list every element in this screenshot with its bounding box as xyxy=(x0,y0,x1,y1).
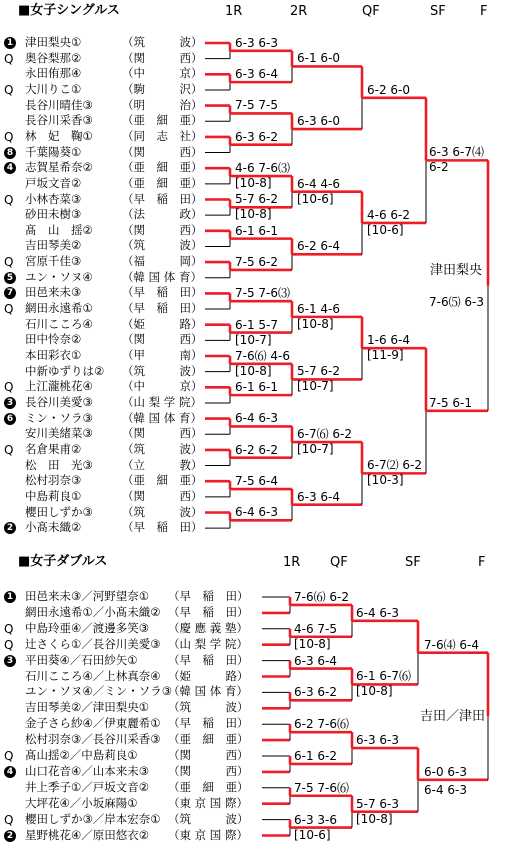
singles-player-name: 松 田 光③ xyxy=(25,457,93,472)
singles-seed-badge: 7 xyxy=(4,287,16,299)
singles-player-name: 上江瀧桃花④ xyxy=(25,379,93,394)
singles-player-affiliation: （中 京） xyxy=(122,379,203,394)
singles-player-affiliation: （関 西） xyxy=(122,488,203,503)
singles-player-affiliation: （早 稲 田） xyxy=(122,301,203,316)
singles-player-name: 長谷川晴佳③ xyxy=(25,97,93,112)
doubles-qf-score: 6-4 6-3 xyxy=(356,605,400,620)
singles-player-affiliation: （中 京） xyxy=(122,66,203,81)
doubles-team-name: 松村羽奈③／長谷川采香③ xyxy=(25,732,161,747)
singles-r2-score: 6-3 6-0 xyxy=(297,114,341,129)
singles-player-affiliation: （明 治） xyxy=(122,97,203,112)
singles-r1-score: [10-8] xyxy=(235,363,272,378)
singles-player-affiliation: （関 西） xyxy=(122,144,203,159)
singles-r1-score: 6-3 6-2 xyxy=(235,129,279,144)
singles-player-name: 小髙未織② xyxy=(25,520,82,535)
doubles-qf-score: 5-7 6-3 xyxy=(356,796,400,811)
singles-qualifier-mark: Q xyxy=(4,82,14,97)
doubles-team-name: 中島玲亜④／渡邊多笑③ xyxy=(25,620,150,635)
singles-qf-score: [10-3] xyxy=(367,473,404,488)
doubles-r1-score: 4-6 7-5 xyxy=(294,621,338,636)
singles-qf-score: 6-2 6-0 xyxy=(367,82,411,97)
singles-qualifier-mark: Q xyxy=(4,51,14,66)
singles-r1-score: [10-8] xyxy=(235,207,272,222)
singles-player-name: 津田梨央① xyxy=(25,35,82,49)
doubles-round-label: F xyxy=(478,555,486,570)
singles-player-affiliation: （駒 沢） xyxy=(122,81,203,96)
doubles-team-name: 石川こころ④／上林真奈④ xyxy=(25,668,161,683)
doubles-team-name: 星野桃花④／原田悠衣② xyxy=(25,827,150,842)
singles-player-name: 永田侑那④ xyxy=(25,66,82,81)
singles-player-name: 名倉果甫② xyxy=(25,441,82,456)
singles-r1-score: 7-5 7-5 xyxy=(235,98,279,113)
singles-qualifier-mark: Q xyxy=(4,302,14,317)
doubles-seed-badge: 4 xyxy=(4,766,16,778)
doubles-qualifier-mark: Q xyxy=(4,637,14,652)
singles-r2-score: 5-7 6-2 xyxy=(297,364,341,379)
singles-qualifier-mark: Q xyxy=(4,192,14,207)
doubles-sf-score: 7-6⑷ 6-4 xyxy=(424,637,480,652)
doubles-qualifier-mark: Q xyxy=(4,749,14,763)
doubles-champion: 吉田／津田 xyxy=(420,709,486,725)
singles-player-affiliation: （早 稲 田） xyxy=(122,285,203,300)
doubles-team-affiliation: （姫 路） xyxy=(168,668,249,683)
singles-player-affiliation: （亜 細 亜） xyxy=(122,113,203,128)
singles-player-name: 大川りこ① xyxy=(25,81,82,96)
doubles-qf-score: 6-1 6-7⑹ xyxy=(356,669,412,684)
doubles-round-label: 1R xyxy=(283,555,301,570)
doubles-qf-score: 6-3 6-3 xyxy=(356,733,400,748)
singles-round-label: SF xyxy=(430,4,446,19)
singles-qf-score: [10-6] xyxy=(367,222,404,237)
singles-seed-badge: 3 xyxy=(4,397,16,409)
singles-sf-score: 6-3 6-7⑷ xyxy=(429,145,485,160)
doubles-team-name: ユン・ソヌ④／ミン・ソラ③ xyxy=(25,684,173,699)
singles-r1-score: 6-3 6-3 xyxy=(235,35,279,50)
doubles-team-name: 大坪花④／小坂麻陽① xyxy=(25,795,138,810)
singles-player-affiliation: （立 教） xyxy=(122,457,203,472)
singles-r2-score: 6-4 4-6 xyxy=(297,176,341,191)
singles-round-label: 1R xyxy=(225,4,243,19)
doubles-team-affiliation: （東 京 国 際） xyxy=(168,827,248,842)
singles-r2-score: [10-7] xyxy=(297,379,334,394)
doubles-team-name: 金子さら紗④／伊東麗希① xyxy=(25,716,161,731)
singles-player-affiliation: （韓 国 体 育） xyxy=(122,410,202,425)
singles-r2-score: 6-1 4-6 xyxy=(297,301,341,316)
doubles-team-name: 井上季子①／戸坂文音② xyxy=(25,779,150,794)
singles-player-affiliation: （関 西） xyxy=(122,50,203,65)
singles-r1-score: [10-8] xyxy=(235,176,272,191)
singles-round-label: F xyxy=(480,4,488,19)
singles-r2-score: 6-2 6-4 xyxy=(297,239,341,254)
singles-player-name: 中新ゆずりは② xyxy=(25,363,105,378)
singles-player-name: 本田彩衣① xyxy=(25,348,82,362)
doubles-r1-score: 6-3 6-4 xyxy=(294,653,338,668)
singles-player-affiliation: （亜 細 亜） xyxy=(122,473,203,488)
singles-player-name: 宮原千佳③ xyxy=(25,254,82,269)
doubles-team-name: 吉田琴美②／津田梨央① xyxy=(25,700,150,715)
singles-player-name: ミン・ソラ③ xyxy=(25,410,93,425)
singles-sf-score: 6-2 xyxy=(429,160,449,175)
singles-qualifier-mark: Q xyxy=(4,255,14,270)
singles-player-affiliation: （筑 波） xyxy=(122,35,203,49)
singles-r1-score: 7-5 7-6⑶ xyxy=(235,286,291,301)
singles-seed-badge: 1 xyxy=(4,37,16,49)
doubles-team-name: 櫻田しずか③／岸本宏奈① xyxy=(25,811,161,826)
singles-title: ■女子シングルス xyxy=(18,3,120,18)
singles-player-affiliation: （甲 南） xyxy=(122,348,203,362)
singles-r2-score: 6-1 6-0 xyxy=(297,51,341,66)
singles-player-affiliation: （福 岡） xyxy=(122,254,203,269)
singles-player-name: 奥谷梨那② xyxy=(25,50,82,65)
singles-r2-score: [10-6] xyxy=(297,191,334,206)
singles-r1-score: 7-5 6-2 xyxy=(235,254,279,269)
doubles-qf-score: [10-8] xyxy=(356,684,393,699)
singles-player-name: 林 妃 鞠① xyxy=(25,128,93,143)
doubles-team-name: 平田葵④／石田紗矢① xyxy=(25,652,138,667)
singles-player-name: 吉田琴美② xyxy=(25,238,82,253)
doubles-team-affiliation: （早 稲 田） xyxy=(168,652,249,667)
doubles-team-affiliation: （亜 細 亜） xyxy=(168,732,249,747)
singles-r2-score: [10-7] xyxy=(297,442,334,457)
singles-player-name: 網田永遠希① xyxy=(25,301,93,316)
singles-r1-score: 6-1 5-7 xyxy=(235,317,279,332)
singles-player-name: 戸坂文音② xyxy=(25,175,82,190)
doubles-sf-score: 6-0 6-3 xyxy=(424,764,468,779)
singles-player-affiliation: （筑 波） xyxy=(122,238,203,253)
doubles-seed-badge: 2 xyxy=(4,830,16,842)
doubles-r1-score: 7-6⑹ 6-2 xyxy=(294,589,350,604)
doubles-qualifier-mark: Q xyxy=(4,621,14,636)
doubles-r1-score: [10-6] xyxy=(294,827,331,842)
singles-player-affiliation: （姫 路） xyxy=(122,316,203,331)
doubles-team-affiliation: （山 梨 学 院） xyxy=(168,636,248,651)
singles-r1-score: 5-7 6-2 xyxy=(235,192,279,207)
singles-qualifier-mark: Q xyxy=(4,129,14,144)
singles-player-affiliation: （亜 細 亜） xyxy=(122,175,203,190)
singles-r1-score: 7-6⑹ 4-6 xyxy=(235,348,291,363)
doubles-team-name: 山口花音④／山本来未③ xyxy=(25,763,150,778)
singles-player-name: 中島莉良① xyxy=(25,488,82,503)
singles-player-name: ユン・ソヌ④ xyxy=(25,269,93,284)
singles-qf-score: 6-7⑵ 6-2 xyxy=(367,458,423,473)
singles-qf-score: 4-6 6-2 xyxy=(367,207,411,222)
singles-player-name: 田中怜奈② xyxy=(25,332,82,347)
singles-player-affiliation: （関 西） xyxy=(122,426,203,441)
doubles-round-label: QF xyxy=(330,555,348,570)
singles-player-name: 小林杏菜③ xyxy=(25,191,82,206)
singles-seed-badge: 5 xyxy=(4,272,16,284)
singles-round-label: 2R xyxy=(290,4,308,19)
singles-player-name: 髙 山 揺② xyxy=(25,222,93,237)
doubles-r1-score: 7-5 7-6⑹ xyxy=(294,780,350,795)
singles-r1-score: 6-3 6-4 xyxy=(235,67,279,82)
doubles-r1-score: 6-3 3-6 xyxy=(294,812,338,827)
doubles-seed-badge: 1 xyxy=(4,591,16,603)
singles-player-name: 長谷川美愛③ xyxy=(25,394,93,409)
doubles-r1-score: [10-8] xyxy=(294,636,331,651)
singles-player-affiliation: （筑 波） xyxy=(122,441,203,456)
doubles-r1-score: 6-3 6-2 xyxy=(294,685,338,700)
singles-round-label: QF xyxy=(362,4,380,19)
singles-player-affiliation: （関 西） xyxy=(122,222,203,237)
doubles-round-label: SF xyxy=(405,555,421,570)
doubles-qualifier-mark: Q xyxy=(4,812,14,827)
doubles-team-affiliation: （慶 應 義 塾） xyxy=(168,620,248,635)
singles-r2-score: 6-3 6-4 xyxy=(297,489,341,504)
singles-player-name: 石川こころ④ xyxy=(25,316,93,331)
singles-player-name: 田邑来未③ xyxy=(25,285,82,300)
doubles-team-affiliation: （早 稲 田） xyxy=(168,604,249,619)
singles-player-affiliation: （早 稲 田） xyxy=(122,191,203,206)
doubles-team-affiliation: （東 京 国 際） xyxy=(168,795,248,810)
singles-player-affiliation: （同 志 社） xyxy=(122,128,203,143)
doubles-team-name: 髙山揺②／中島莉良① xyxy=(25,748,138,762)
singles-r1-score: 6-1 6-1 xyxy=(235,223,279,238)
singles-player-name: 松村羽奈③ xyxy=(25,473,82,488)
singles-player-name: 志賀星希奈② xyxy=(25,160,93,175)
singles-player-name: 櫻田しずか③ xyxy=(25,504,93,519)
singles-player-name: 千葉陽葵① xyxy=(25,144,82,159)
singles-player-affiliation: （山 梨 学 院） xyxy=(122,394,202,409)
singles-player-name: 安川美緒菜③ xyxy=(25,426,93,441)
doubles-team-affiliation: （亜 細 亜） xyxy=(168,779,249,794)
singles-qualifier-mark: Q xyxy=(4,380,14,395)
singles-player-affiliation: （早 稲 田） xyxy=(122,520,203,535)
singles-seed-badge: 6 xyxy=(4,413,16,425)
doubles-final-score: 6-4 6-3 xyxy=(424,782,468,797)
singles-r1-score: 6-4 6-3 xyxy=(235,505,279,520)
singles-player-affiliation: （筑 波） xyxy=(122,504,203,519)
doubles-team-affiliation: （筑 波） xyxy=(168,700,249,715)
singles-final-score: 7-6⑸ 6-3 xyxy=(429,294,485,309)
singles-player-name: 砂田未樹③ xyxy=(25,207,82,222)
singles-player-affiliation: （亜 細 亜） xyxy=(122,160,203,175)
singles-qf-score: [11-9] xyxy=(367,348,404,363)
singles-r1-score: 4-6 7-6⑶ xyxy=(235,161,291,176)
singles-r1-score: 6-1 6-1 xyxy=(235,380,279,395)
singles-player-affiliation: （韓 国 体 育） xyxy=(122,269,202,284)
singles-qualifier-mark: Q xyxy=(4,442,14,457)
doubles-qf-score: [10-8] xyxy=(356,811,393,826)
doubles-r1-score: 6-1 6-2 xyxy=(294,748,338,763)
doubles-team-affiliation: （筑 波） xyxy=(168,811,249,826)
singles-r2-score: [10-8] xyxy=(297,316,334,331)
singles-r2-score: 6-7⑹ 6-2 xyxy=(297,427,353,442)
doubles-team-affiliation: （早 稲 田） xyxy=(168,716,249,731)
singles-r1-score: 6-4 6-3 xyxy=(235,411,279,426)
singles-sf-score: 7-5 6-1 xyxy=(429,395,473,410)
singles-player-name: 長谷川采香③ xyxy=(25,113,93,128)
singles-seed-badge: 2 xyxy=(4,522,16,534)
doubles-seed-badge: 3 xyxy=(4,655,16,667)
singles-champion: 津田梨央 xyxy=(430,262,483,278)
doubles-r1-score: 6-2 7-6⑹ xyxy=(294,717,350,732)
doubles-team-name: 辻さくら①／長谷川美愛③ xyxy=(25,636,161,651)
doubles-title: ■女子ダブルス xyxy=(18,554,108,569)
singles-r1-score: 6-2 6-2 xyxy=(235,442,279,457)
singles-r1-score: [10-7] xyxy=(235,332,272,347)
singles-seed-badge: 4 xyxy=(4,162,16,174)
singles-seed-badge: 8 xyxy=(4,147,16,159)
singles-player-affiliation: （筑 波） xyxy=(122,363,203,378)
singles-player-affiliation: （関 西） xyxy=(122,332,203,347)
singles-qf-score: 1-6 6-4 xyxy=(367,333,411,348)
singles-player-affiliation: （法 政） xyxy=(122,207,203,222)
doubles-team-affiliation: （韓 国 体 育） xyxy=(168,684,248,699)
doubles-team-affiliation: （早 稲 田） xyxy=(168,589,249,603)
doubles-team-name: 網田永遠希①／小髙未織② xyxy=(25,604,161,619)
doubles-team-affiliation: （関 西） xyxy=(168,763,249,778)
doubles-team-name: 田邑来未③／河野望奈① xyxy=(25,589,150,603)
singles-r1-score: 7-5 6-4 xyxy=(235,474,279,489)
doubles-team-affiliation: （関 西） xyxy=(168,748,249,762)
